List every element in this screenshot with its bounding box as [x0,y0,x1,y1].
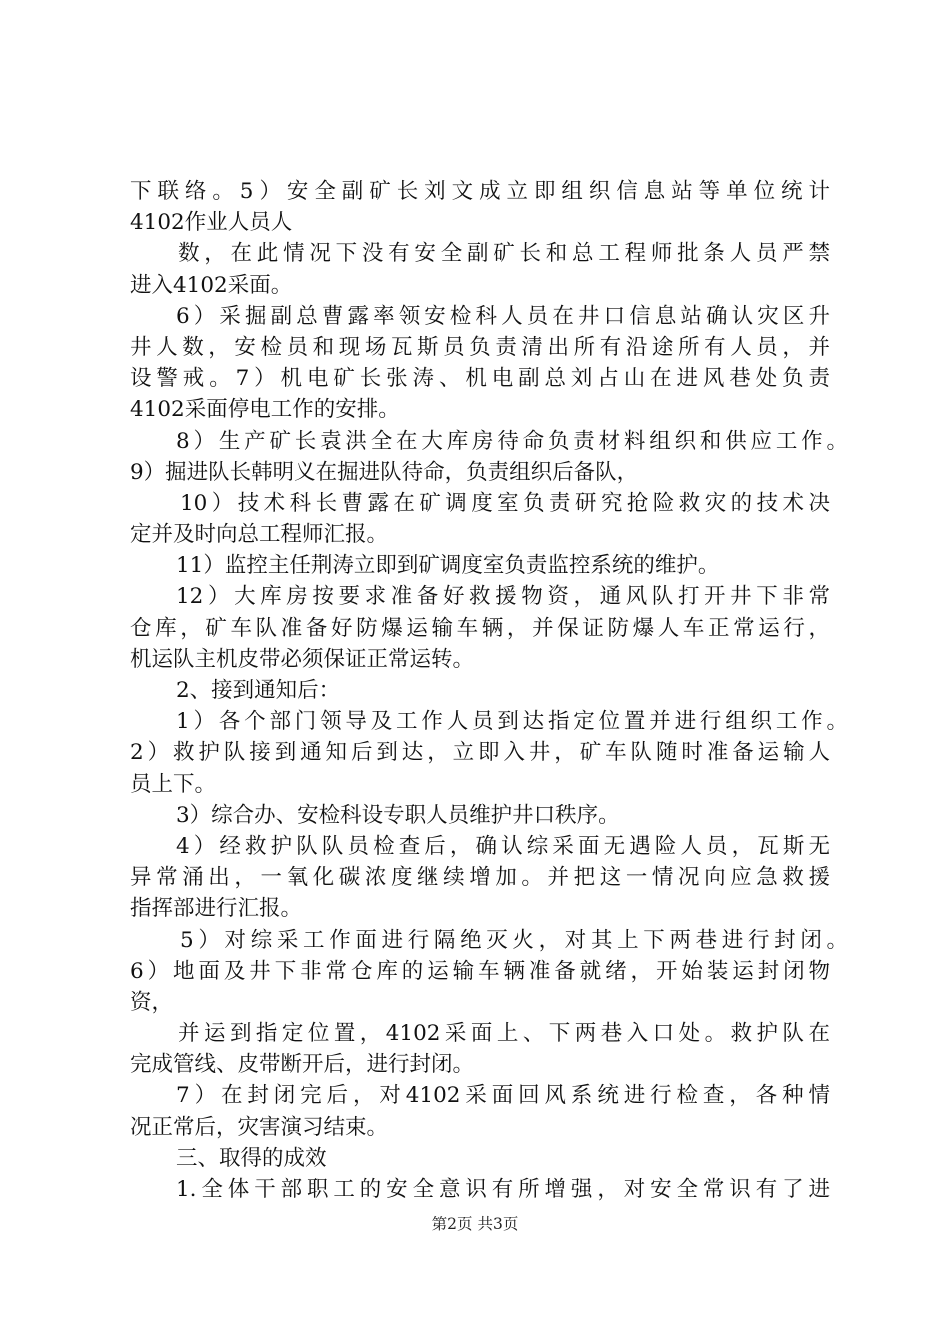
text-line: 11）监控主任荆涛立即到矿调度室负责监控系统的维护。 [176,553,720,579]
text-line: 设警戒。7）机电矿长张涛、机电副总刘占山在进风巷处负责 [130,366,830,392]
text-line: 7）在封闭完后，对4102采面回风系统进行检查，各种情 [176,1083,830,1109]
text-line: 6）地面及井下非常仓库的运输车辆准备就绪，开始装运封闭物 [130,958,830,984]
text-line: 2）救护队接到通知后到达，立即入井，矿车队随时准备运输人 [130,740,830,766]
page-footer: 第2页 共3页 [431,1215,519,1233]
text-line: 员上下。 [130,771,217,797]
text-line: 仓库，矿车队准备好防爆运输车辆，并保证防爆人车正常运行， [130,615,830,641]
text-line: 进入4102采面。 [130,272,293,298]
text-line: 1）各个部门领导及工作人员到达指定位置并进行组织工作。 [176,709,848,735]
text-line: 况正常后，灾害演习结束。 [130,1114,389,1140]
text-line: 6）采掘副总曹露率领安检科人员在井口信息站确认灾区升 [176,303,830,329]
body-text [130,176,848,1205]
text-line: 5）对综采工作面进行隔绝灭火，对其上下两巷进行封闭。 [180,927,848,953]
text-line: 4102作业人员人 [130,210,293,236]
text-line: 8）生产矿长袁洪全在大库房待命负责材料组织和供应工作。 [176,428,848,454]
text-line: 机运队主机皮带必须保证正常运转。 [130,646,475,672]
text-line: 12）大库房按要求准备好救援物资，通风队打开井下非常 [176,584,830,610]
text-line: 3）综合办、安检科设专职人员维护井口秩序。 [176,802,620,828]
text-line: 1.全体干部职工的安全意识有所增强，对安全常识有了进 [176,1177,830,1202]
text-line: 异常涌出，一氧化碳浓度继续增加。并把这一情况向应急救援 [130,865,830,891]
text-line: 定并及时向总工程师汇报。 [130,522,389,548]
text-line: 2、接到通知后： [176,678,341,703]
text-line: 下联络。5）安全副矿长刘文成立即组织信息站等单位统计 [130,179,830,204]
text-line: 指挥部进行汇报。 [130,896,303,922]
text-line: 4）经救护队队员检查后，确认综采面无遇险人员，瓦斯无 [176,833,830,859]
text-line: 9）掘进队长韩明义在掘进队待命，负责组织后备队， [130,459,639,485]
text-line: 三、取得的成效 [176,1145,327,1171]
text-line: 10）技术科长曹露在矿调度室负责研究抢险救灾的技术决 [180,490,830,516]
text-line: 井人数，安检员和现场瓦斯员负责清出所有沿途所有人员，并 [130,334,830,360]
text-line: 并运到指定位置，4102采面上、下两巷入口处。救护队在 [178,1021,830,1047]
text-line: 完成管线、皮带断开后，进行封闭。 [130,1052,475,1078]
text-line: 4102采面停电工作的安排。 [130,397,400,423]
text-line: 数，在此情况下没有安全副矿长和总工程师批条人员严禁 [178,241,830,267]
text-line: 资， [130,989,174,1015]
